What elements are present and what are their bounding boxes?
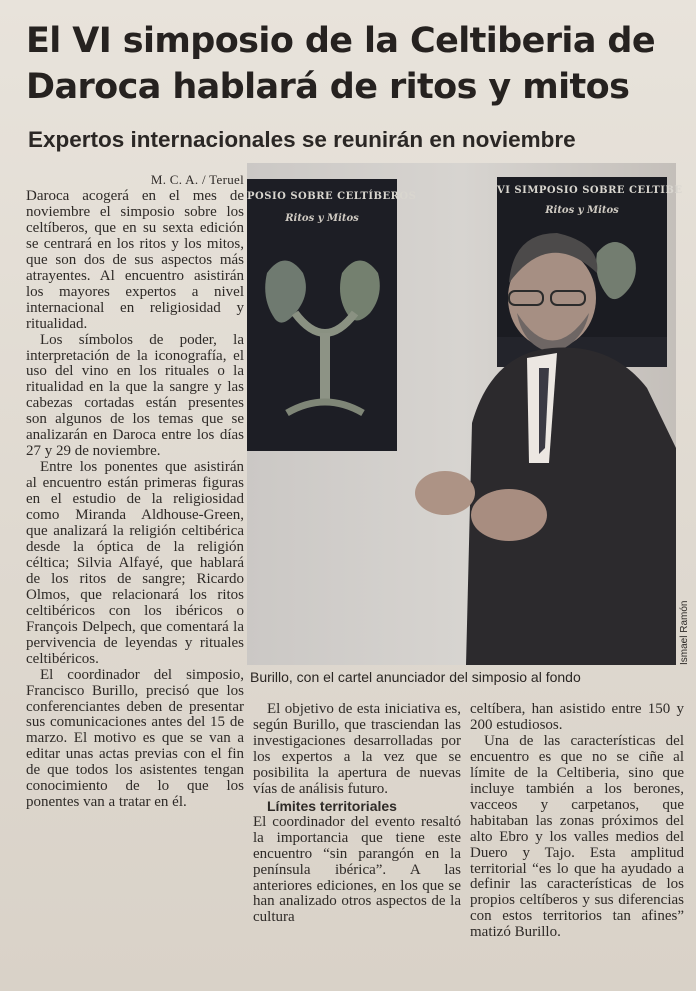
paragraph: Una de las características del encuentro es que no se ciñe al límite de la Celtiberia, sino que incluye también a los berones, vacceos y carpetanos, que habitaban las zonas próximos del alto Ebro y los valles medios del Duero y Tajo. Esta amplitud territorial “es lo que ha ayudado a definir las características de los propios celtíberos y sus diferencias con estos territorios tan afines” matizó Burillo. [470, 732, 684, 941]
paragraph: El coordinador del simposio, Francisco Burillo, precisó que los conferenciantes deben de presentar sus comunicaciones antes del 15 de marzo. El motivo es que se van a editar unas actas previas con el fin de que todos los asistentes tengan conocimiento de lo que los ponentes van a tratar en él. [26, 666, 244, 811]
paragraph: Los símbolos de poder, la interpretación de la iconografía, el uso del vino en los rituales o la ritualidad en la que la sangre y las cabezas cortadas están presentes son algunos de los temas que se analizarán en Daroca entre los días 27 y 29 de noviembre. [26, 331, 244, 460]
subheadline: Expertos internacionales se reunirán en noviembre [28, 127, 576, 152]
poster-left-subtitle: Ritos y Mitos [285, 213, 359, 224]
article-photo [247, 163, 683, 665]
section-subtitle: Límites territoriales [267, 797, 397, 814]
byline: M. C. A. / Teruel [150, 172, 244, 187]
text-column-1 [26, 172, 244, 811]
photo-caption: Burillo, con el cartel anunciador del simposio al fondo [250, 669, 581, 685]
photo-credit: Ismael Ramón [679, 600, 690, 665]
poster-right-title: VI SIMPOSIO SOBRE CELTIBE [497, 185, 683, 196]
paragraph: El objetivo de esta iniciativa es, según Burillo, que trasciendan las investigaciones desarrolladas por los expertos a la vez que se posibilita la apertura de nuevas vías de análisis futuro. [253, 701, 461, 797]
paragraph: El coordinador del evento resaltó la importancia que tiene este encuentro “sin parangón en la península ibérica”. A las anteriores ediciones, en los que se han analizado otros aspectos de la cultura [253, 813, 461, 926]
poster-left [247, 179, 417, 451]
paragraph: Entre los ponentes que asistirán al encuentro están primeras figuras en el estudio de la religiosidad como Miranda Aldhouse-Green, que analizará la religión celtibérica desde la óptica de la religión céltica; Silvia Alfayé, que hablará de los ritos de sangre; Ricardo Olmos, que relacionará los ritos celtibéricos con los ibéricos o François Delpech, que comentará la pervivencia de leyendas y rituales celtibéricos. [26, 459, 244, 667]
poster-right [497, 177, 683, 237]
paragraph: celtíbera, han asistido entre 150 y 200 estudiosos. [470, 701, 684, 733]
paragraph: Daroca acogerá en el mes de noviembre el simposio sobre los celtíberos, que en su sexta edición se centrará en los ritos y los mitos, que son dos de sus aspectos más atrayentes. Al encuentro asistirán los mayores expertos a nivel internacional en religiosidad y ritualidad. [26, 188, 244, 332]
headline: El VI simposio de la Celtiberia de Daroca hablará de ritos y mitos [26, 21, 656, 107]
poster-left-title: POSIO SOBRE CELTÍBEROS [247, 191, 417, 202]
text-column-2 [253, 702, 461, 926]
text-column-3 [470, 702, 684, 941]
poster-right-subtitle: Ritos y Mitos [545, 205, 619, 216]
